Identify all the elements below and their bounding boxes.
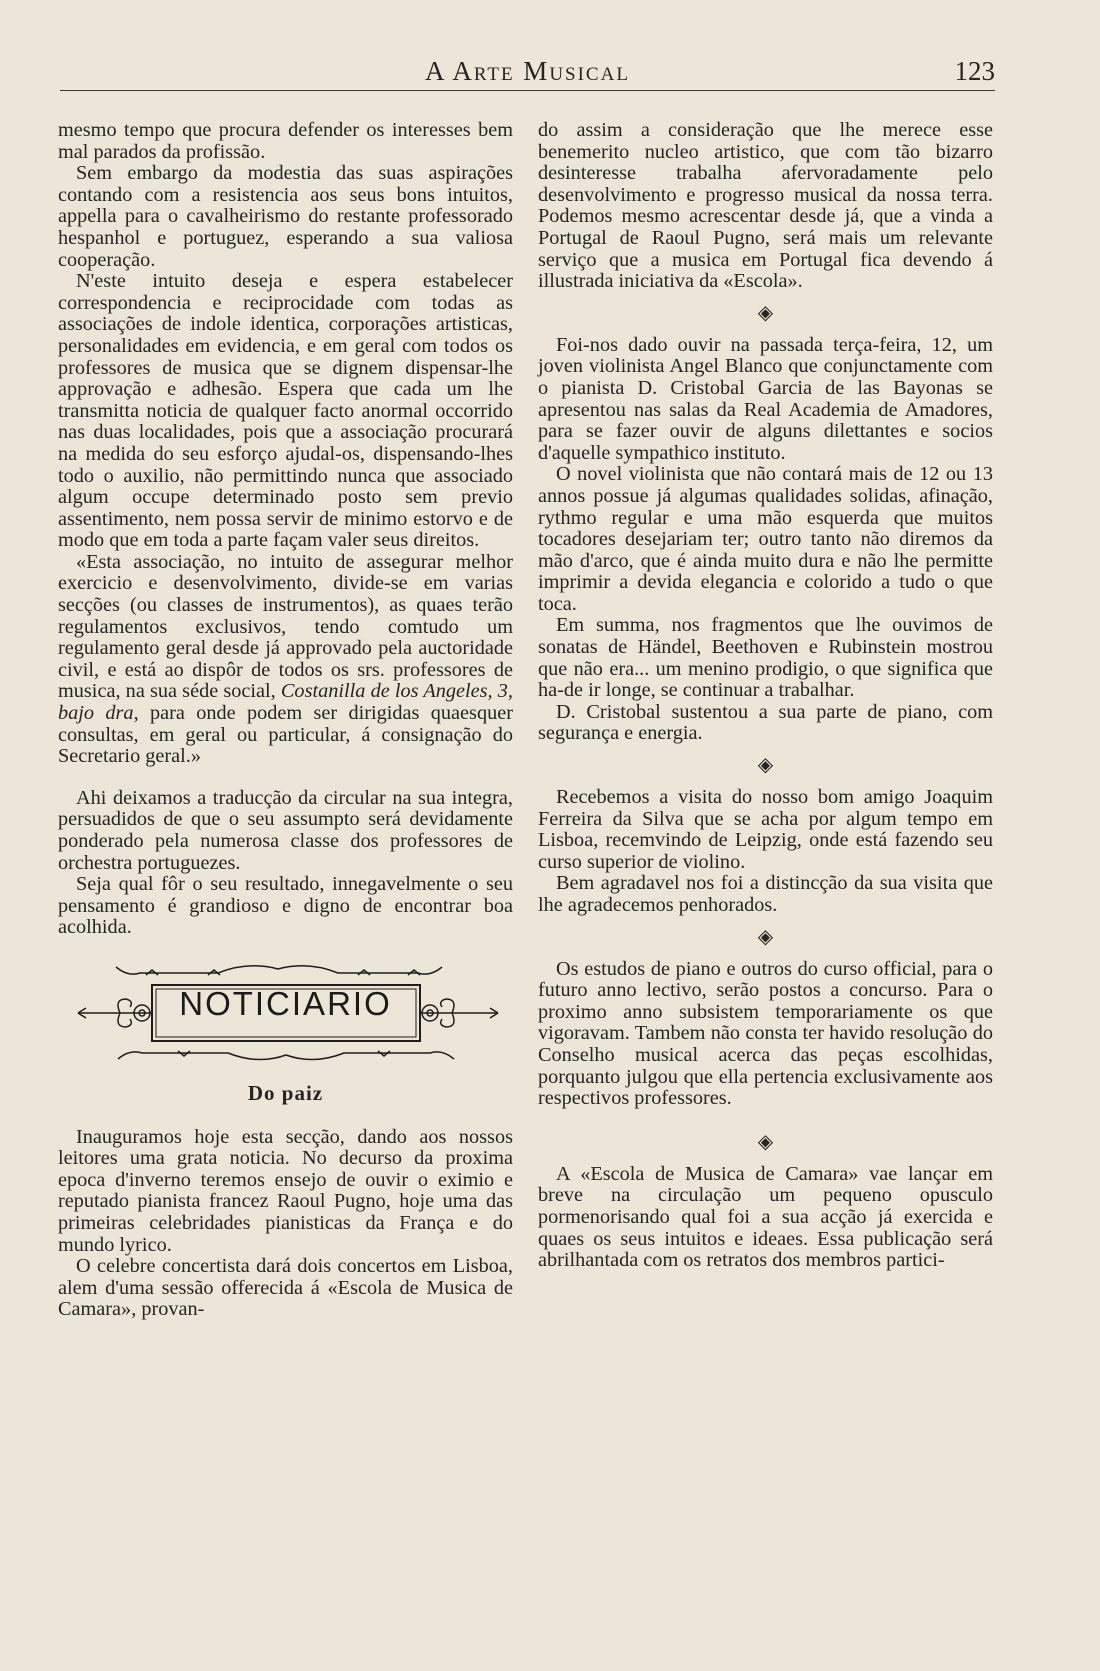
paragraph: Bem agradavel nos foi a distincção da sua visita que lhe agradecemos penhorados.: [538, 872, 993, 916]
paragraph: Ahi deixamos a traducção da circular na sua integra, persuadidos de que o seu assumpto será devidamente ponderado pela numerosa classe dos professores de orchestra portuguezes.: [58, 786, 513, 874]
paragraph: [58, 552, 513, 768]
text-run: , para onde podem ser dirigidas quaesquer consultas, em geral ou particular, á consignação do Secretario geral.»: [58, 702, 513, 768]
page-header: [60, 52, 995, 92]
paragraph: Os estudos de piano e outros do curso official, para o futuro anno lectivo, serão postos a concurso. Para o proximo anno subsistem temporariamente os que vigoravam. Tambem não consta ter havido resolução do Conselho musical acerca das peças escolhidas, porquanto julgou que ella pertencia exclusivamente aos respectivos professores.: [538, 957, 993, 1110]
left-column: [58, 120, 513, 1321]
paragraph: Seja qual fôr o seu resultado, innegavelmente o seu pensamento é grandioso e digno de encontrar boa acolhida.: [58, 873, 513, 939]
paragraph: Inauguramos hoje esta secção, dando aos nossos leitores uma grata noticia. No decurso da proxima epoca d'inverno teremos ensejo de ouvir o eximio e reputado pianista francez Raoul Pugno, hoje uma das primeiras celebridades pianisticas da França e do mundo lyrico.: [58, 1125, 513, 1256]
header-rule: [60, 90, 995, 91]
address-italic: Costanilla de los Angeles, 3, bajo dra: [58, 680, 513, 725]
paragraph: do assim a consideração que lhe merece esse benemerito nucleo artistico, que com tão bizarro desinteresse trabalha afervoradamente pelo desenvolvimento e progresso musical da nossa terra. Podemos mesmo acrescentar desde já, que a vinda a Portugal de Raoul Pugno, será mais um relevante serviço que a musica em Portugal fica devendo á illustrada iniciativa da «Escola».: [538, 119, 993, 293]
ornament-icon: ◈: [757, 754, 774, 777]
ornament-icon: ◈: [757, 1130, 774, 1153]
paragraph: O novel violinista que não contará mais de 12 ou 13 annos possue já algumas qualidades solidas, afinação, rythmo regular e uma mão esquerda que muitos tocadores desejariam ter; outro tanto não diremos da mão d'arco, que é ainda muito dura e não lhe permitte imprimir a devida elegancia e colorido a tudo o que toca.: [538, 463, 993, 615]
paragraph: Em summa, nos fragmentos que lhe ouvimos de sonatas de Händel, Beethoven e Rubinstein mostrou que não era... um menino prodigio, o que significa que ha-de ir longe, se continuar a trabalhar.: [538, 614, 993, 702]
banner-title: NOTICIARIO: [179, 984, 392, 1022]
section-banner: [58, 955, 513, 1073]
right-column: [538, 120, 993, 1272]
paragraph: Foi-nos dado ouvir na passada terça-feira, 12, um joven violinista Angel Blanco que conjunctamente com o pianista D. Cristobal Garcia de las Bayonas se apresentou nas salas da Real Academia de Amadores, para se fazer ouvir de alguns dilettantes e socios d'aquelle sympathico instituto.: [538, 333, 993, 464]
section-subheading: Do paiz: [247, 1080, 324, 1105]
paragraph: N'este intuito deseja e espera estabelecer correspondencia e reciprocidade com todas as associações de indole identica, corporações artisticas, personalidades em evidencia, e em geral com todos os professores de musica que se dignem dispensar-lhe approvação e adhesão. Espera que cada um lhe transmitta noticia de qualquer facto anormal occorrido nas duas localidades, pois que a associação procurará na medida do seu esforço ajudal-os, dispensando-lhes todo o auxilio, não permittindo nunca que associado algum occupe determinado posto sem previo assentimento, nem possa servir de minimo estorvo e de modo que em toda a parte façam valer seus direitos.: [58, 270, 513, 552]
paragraph: D. Cristobal sustentou a sua parte de piano, com segurança e energia.: [538, 700, 993, 745]
paragraph: Recebemos a visita do nosso bom amigo Joaquim Ferreira da Silva que se acha por algum tempo em Lisboa, recemvindo de Leipzig, onde está fazendo seu curso superior de violino.: [538, 786, 993, 873]
ornament-icon: ◈: [757, 925, 774, 948]
text-run: «Esta associação, no intuito de assegurar melhor exercicio e desenvolvimento, divide-se em varias secções (ou classes de instrumentos), as quaes terão regulamentos exclusivos, tendo comtudo um regulamento geral desde já approvado pela auctoridade civil, e está ao dispôr de todos os srs. professores de musica, na sua séde social,: [58, 550, 513, 703]
paragraph: A «Escola de Musica de Camara» vae lançar em breve na circulação um pequeno opusculo pormenorisando qual foi a sua acção já exercida e quaes os seus intuitos e ideaes. Essa publicação será abrilhantada com os retratos dos membros partici-: [538, 1162, 993, 1272]
paragraph: O celebre concertista dará dois concertos em Lisboa, alem d'uma sessão offerecida á «Escola de Musica de Camara», provan-: [58, 1255, 513, 1321]
paragraph: mesmo tempo que procura defender os interesses bem mal parados da profissão.: [58, 119, 513, 163]
page-number: 123: [954, 56, 995, 86]
paragraph: Sem embargo da modestia das suas aspirações contando com a resistencia aos seus bons intuitos, appella para o cavalheirismo do restante professorado hespanhol e portuguez, esperando a sua valiosa cooperação.: [58, 162, 513, 271]
running-title: A Arte Musical: [425, 56, 630, 86]
ornament-icon: ◈: [757, 301, 774, 324]
